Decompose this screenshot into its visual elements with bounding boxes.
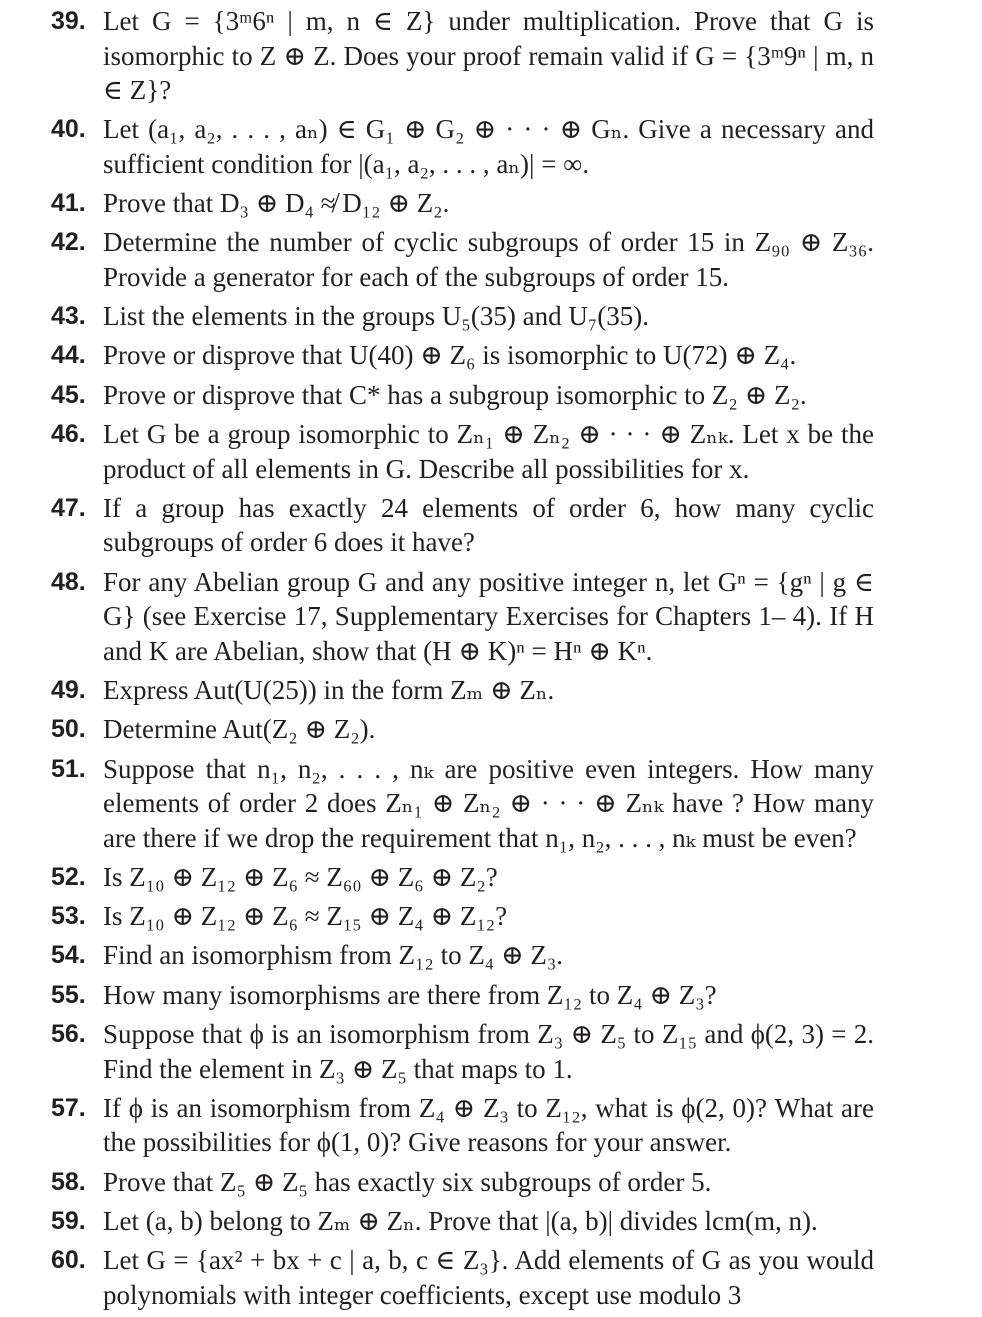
exercise-number: 55. xyxy=(51,980,86,1009)
exercise-45 xyxy=(0,378,982,413)
exercise-number: 51. xyxy=(51,754,86,783)
exercise-41 xyxy=(0,186,982,221)
exercise-number: 56. xyxy=(51,1020,86,1049)
exercise-text: Is Z₁₀ ⊕ Z₁₂ ⊕ Z₆ ≈ Z₆₀ ⊕ Z₆ ⊕ Z₂? xyxy=(103,861,498,892)
exercise-43 xyxy=(0,299,982,334)
exercise-text: Let G = {3ᵐ6ⁿ | m, n ∈ Z} under multiplication. Prove that G is isomorphic to Z ⊕ Z. Does your proof remain valid if G = {3ᵐ9ⁿ | m, n ∈ Z}? xyxy=(103,6,874,105)
exercise-text: Suppose that ϕ is an isomorphism from Z₃ ⊕ Z₅ to Z₁₅ and ϕ(2, 3) = 2. Find the element in Z₃ ⊕ Z₅ that maps to 1. xyxy=(103,1019,874,1084)
exercise-number: 58. xyxy=(51,1167,86,1196)
exercise-49 xyxy=(0,673,982,708)
exercise-58 xyxy=(0,1165,982,1200)
exercise-number: 59. xyxy=(51,1206,86,1235)
exercise-text: Express Aut(U(25)) in the form Zₘ ⊕ Zₙ. xyxy=(103,674,555,705)
exercise-text: Find an isomorphism from Z₁₂ to Z₄ ⊕ Z₃. xyxy=(103,940,564,971)
exercise-60 xyxy=(0,1243,982,1312)
exercise-number: 44. xyxy=(51,341,86,370)
exercise-text: Determine the number of cyclic subgroups of order 15 in Z₉₀ ⊕ Z₃₆. Provide a generator for each of the subgroups of order 15. xyxy=(103,227,874,292)
exercise-text: Prove or disprove that C* has a subgroup isomorphic to Z₂ ⊕ Z₂. xyxy=(103,379,807,410)
exercise-42 xyxy=(0,225,982,294)
exercise-55 xyxy=(0,978,982,1013)
exercise-text: For any Abelian group G and any positive integer n, let Gⁿ = {gⁿ | g ∈ G} (see Exercise 17, Supplementary Exercises for Chapters 1– 4). If H and K are Abelian, show that (H ⊕ K)ⁿ = Hⁿ ⊕ Kⁿ. xyxy=(103,566,874,666)
exercise-number: 48. xyxy=(51,567,86,596)
exercise-text: Prove that Z₅ ⊕ Z₅ has exactly six subgroups of order 5. xyxy=(103,1166,712,1197)
exercise-text: How many isomorphisms are there from Z₁₂ to Z₄ ⊕ Z₃? xyxy=(103,979,717,1010)
exercise-number: 50. xyxy=(51,715,86,744)
exercise-54 xyxy=(0,938,982,973)
exercise-56 xyxy=(0,1017,982,1086)
exercise-number: 46. xyxy=(51,420,86,449)
exercise-47 xyxy=(0,491,982,560)
exercise-text: Let G = {ax² + bx + c | a, b, c ∈ Z₃}. Add elements of G as you would polynomials with integer coefficients, except use modulo 3 xyxy=(103,1245,874,1310)
exercise-48 xyxy=(0,565,982,669)
exercise-number: 43. xyxy=(51,302,86,331)
exercise-list xyxy=(0,4,982,1317)
exercise-text: Let (a₁, a₂, . . . , aₙ) ∈ G₁ ⊕ G₂ ⊕ · · · ⊕ Gₙ. Give a necessary and sufficient condition for |(a₁, a₂, . . . , aₙ)| = ∞. xyxy=(103,114,874,179)
exercise-57 xyxy=(0,1091,982,1160)
exercise-number: 52. xyxy=(51,862,86,891)
exercise-50 xyxy=(0,712,982,747)
exercise-40 xyxy=(0,112,982,181)
exercise-number: 49. xyxy=(51,675,86,704)
exercise-text: Prove that D₃ ⊕ D₄ ≉ D₁₂ ⊕ Z₂. xyxy=(103,188,450,219)
exercise-number: 60. xyxy=(51,1246,86,1275)
exercise-number: 47. xyxy=(51,493,86,522)
exercise-text: If ϕ is an isomorphism from Z₄ ⊕ Z₃ to Z₁₂, what is ϕ(2, 0)? What are the possibilities for ϕ(1, 0)? Give reasons for your answer. xyxy=(103,1092,874,1158)
exercise-text: Is Z₁₀ ⊕ Z₁₂ ⊕ Z₆ ≈ Z₁₅ ⊕ Z₄ ⊕ Z₁₂? xyxy=(103,901,508,932)
exercise-number: 57. xyxy=(51,1093,86,1122)
exercise-number: 42. xyxy=(51,228,86,257)
exercise-text: List the elements in the groups U₅(35) and U₇(35). xyxy=(103,301,649,332)
exercise-text: Determine Aut(Z₂ ⊕ Z₂). xyxy=(103,714,376,745)
exercise-text: Let G be a group isomorphic to Zₙ₁ ⊕ Zₙ₂ ⊕ · · · ⊕ Zₙₖ. Let x be the product of all elements in G. Describe all possibilities for x. xyxy=(103,419,874,484)
exercise-text: Suppose that n₁, n₂, . . . , nₖ are positive even integers. How many elements of order 2 does Zₙ₁ ⊕ Zₙ₂ ⊕ · · · ⊕ Zₙₖ have ? How many are there if we drop the requirement that n₁, n₂, . . . , nₖ must be even? xyxy=(103,753,874,853)
exercise-59 xyxy=(0,1204,982,1239)
exercise-51 xyxy=(0,752,982,856)
exercise-number: 54. xyxy=(51,941,86,970)
exercise-text: Prove or disprove that U(40) ⊕ Z₆ is isomorphic to U(72) ⊕ Z₄. xyxy=(103,340,797,371)
exercise-text: If a group has exactly 24 elements of order 6, how many cyclic subgroups of order 6 does it have? xyxy=(103,492,874,558)
exercise-53 xyxy=(0,899,982,934)
exercise-number: 40. xyxy=(51,115,86,144)
exercise-39 xyxy=(0,4,982,108)
exercise-number: 41. xyxy=(51,189,86,218)
exercise-number: 53. xyxy=(51,902,86,931)
exercise-52 xyxy=(0,860,982,895)
exercise-46 xyxy=(0,417,982,486)
exercise-text: Let (a, b) belong to Zₘ ⊕ Zₙ. Prove that |(a, b)| divides lcm(m, n). xyxy=(103,1205,818,1236)
exercise-number: 45. xyxy=(51,380,86,409)
exercise-44 xyxy=(0,338,982,373)
exercise-number: 39. xyxy=(51,7,86,35)
